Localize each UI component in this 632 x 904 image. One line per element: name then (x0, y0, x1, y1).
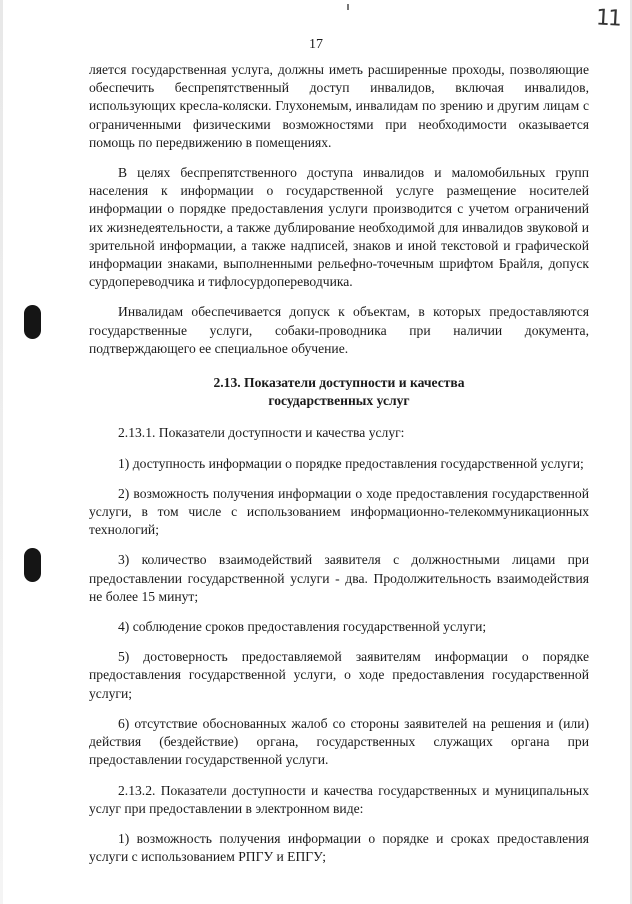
section-heading (89, 374, 589, 410)
list-item: 1) возможность получения информации о порядке и сроках предоставления услуги с использованием РПГУ и ЕПГУ; (89, 830, 589, 865)
clause: 2.13.2. Показатели доступности и качества государственных и муниципальных услуг при предоставлении в электронном виде: (89, 782, 589, 816)
section-heading-line: 2.13. Показатели доступности и качества (213, 375, 465, 391)
binder-hole-upper (24, 305, 41, 339)
section-heading-line: государственных услуг (268, 393, 410, 409)
list-item: 5) достоверность предоставляемой заявителям информации о порядке предоставления государственной услуги, о ходе предоставления государственной услуги; (89, 649, 589, 701)
paragraph: Инвалидам обеспечивается допуск к объектам, в которых предоставляются государственные услуги, собаки-проводника при наличии документа, подтверждающего ее специальное обучение. (89, 304, 589, 356)
handwritten-sheet-number: 11 (595, 5, 621, 32)
list-item: 3) количество взаимодействий заявителя с должностными лицами при предоставлении государственной услуги - два. Продолжительность взаимодействия не более 15 минут; (89, 552, 589, 604)
list-item: 4) соблюдение сроков предоставления государственной услуги; (118, 619, 487, 635)
page-left-edge (0, 0, 3, 904)
paragraph: ляется государственная услуга, должны иметь расширенные проходы, позволяющие обеспечить беспрепятственный доступ инвалидов, включая инвалидов, использующих кресла-коляски. Глухонемым, инвалидам по зрению и другим лицам с ограниченными физическими возможностями при необходимости оказывается помощь по передвижению в помещениях. (89, 62, 589, 150)
page-number: 17 (309, 37, 323, 52)
document-body (89, 61, 589, 866)
paragraph: В целях беспрепятственного доступа инвалидов и маломобильных групп населения к информации о государственной услуге размещение носителей информации о порядке предоставления услуги производится с учетом ограничений их жизнедеятельности, а также дублирование необходимой для инвалидов звуковой и зрительной информации, а также надписей, знаков и иной текстовой и графической информации знаками, выполненными рельефно-точечным шрифтом Брайля, допуск сурдопереводчика и тифлосурдопереводчика. (89, 165, 589, 290)
clause: 2.13.1. Показатели доступности и качества услуг: (118, 425, 405, 441)
list-item: 6) отсутствие обоснованных жалоб со стороны заявителей на решения и (или) действия (бездействие) органа, государственных служащих органа при предоставлении государственной услуги. (89, 715, 589, 768)
scan-mark (347, 4, 349, 10)
binder-hole-lower (24, 548, 41, 582)
list-item: 2) возможность получения информации о ходе предоставления государственной услуги, в том числе с использованием информационно-телекоммуникационных технологий; (89, 485, 589, 538)
list-item: 1) доступность информации о порядке предоставления государственной услуги; (118, 455, 584, 471)
